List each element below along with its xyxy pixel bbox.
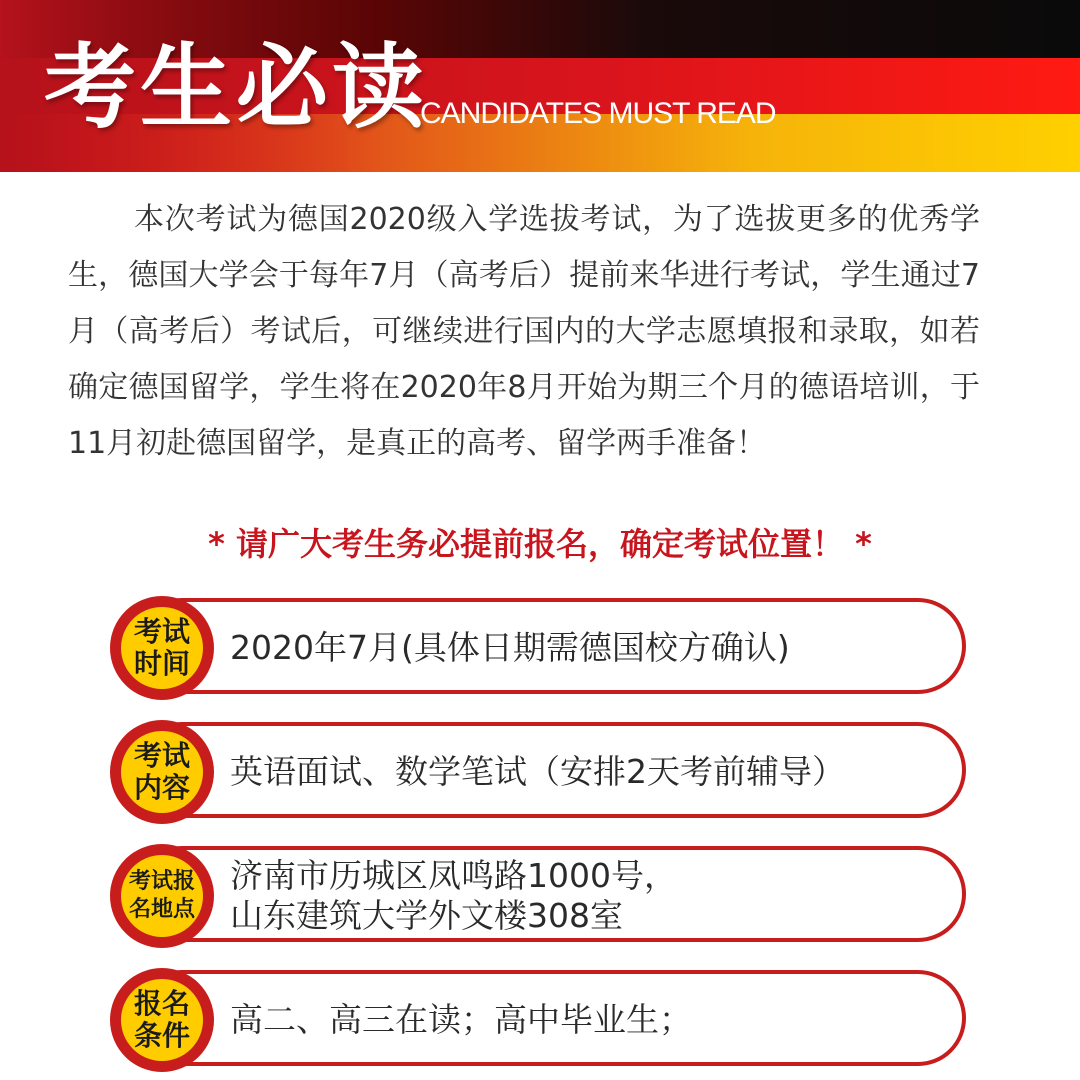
row-value [230,844,950,948]
banner-title: 考生必读 [44,34,429,141]
row-value-text: 英语面试、数学笔试（安排2天考前辅导） [230,752,845,791]
banner-subtitle: CANDIDATES MUST READ [420,97,776,130]
intro-paragraph: 本次考试为德国2020级入学选拔考试，为了选拔更多的优秀学生，德国大学会于每年7月（高考后）提前来华进行考试，学生通过7月（高考后）考试后，可继续进行国内的大学志愿填报和录取，如若确定德国留学，学生将在2020年8月开始为期三个月的德语培训，于11月初赴德国留学，是真正的高考、留学两手准备！ [68,202,980,461]
row-badge [110,720,214,824]
row-value-line2: 山东建筑大学外文楼308室 [230,896,623,935]
header-banner [0,0,1080,172]
row-badge-label: 考试内容 [121,731,203,813]
row-value [230,596,950,700]
registration-notice: * 请广大考生务必提前报名，确定考试位置！ * [208,525,872,563]
row-badge-label: 考试时间 [121,607,203,689]
row-badge-label: 报名条件 [121,979,203,1061]
row-badge [110,596,214,700]
info-row-registration-location [110,844,974,948]
row-badge-label: 考试报名地点 [121,855,203,937]
row-value-text: 高二、高三在读；高中毕业生； [230,1000,692,1039]
row-value-text: 2020年7月(具体日期需德国校方确认) [230,628,790,667]
info-row-eligibility [110,968,974,1072]
row-badge [110,968,214,1072]
info-row-exam-content [110,720,974,824]
info-row-exam-time [110,596,974,700]
row-value [230,720,950,824]
row-value [230,968,950,1072]
row-badge [110,844,214,948]
row-value-line1: 济南市历城区凤鸣路1000号， [230,856,677,895]
